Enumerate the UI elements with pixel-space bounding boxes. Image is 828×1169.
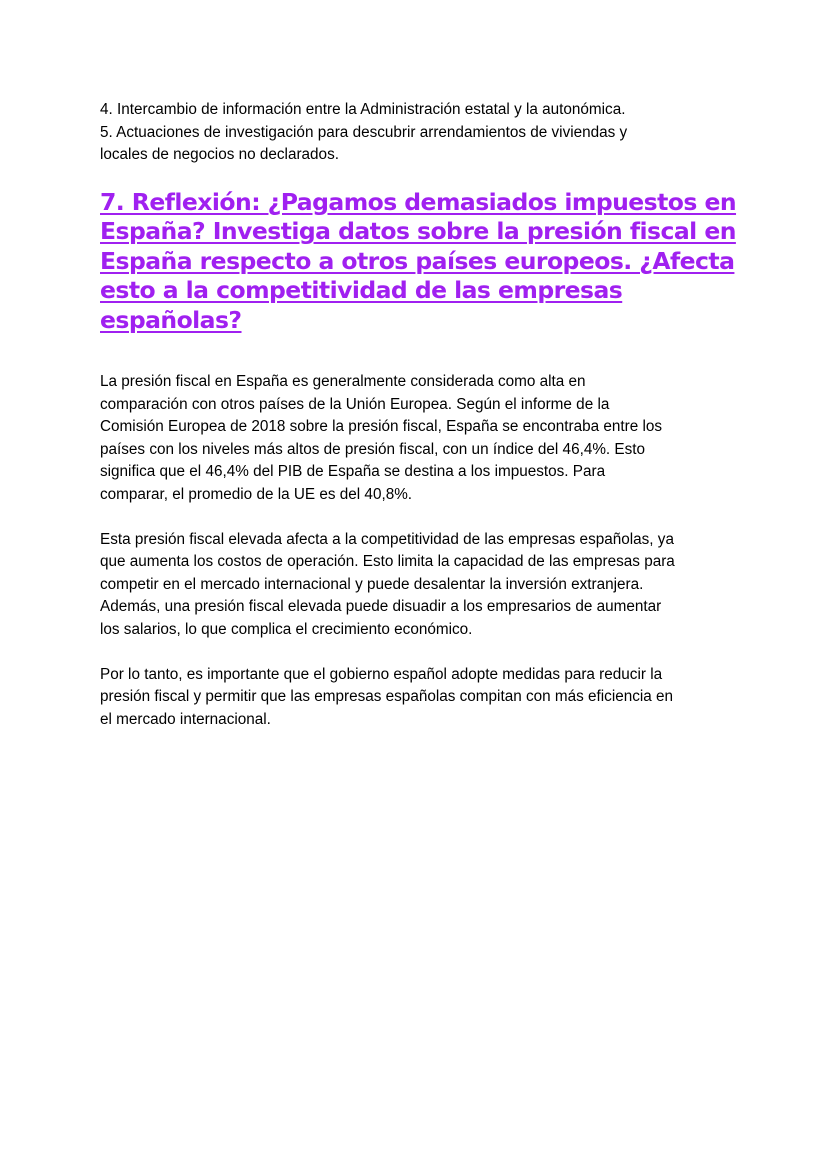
paragraph-fiscal-pressure bbox=[100, 371, 730, 506]
list-item-5: 5. Actuaciones de investigación para descubrir arrendamientos de viviendas y bbox=[100, 123, 628, 141]
paragraph-line: La presión fiscal en España es generalmente considerada como alta en bbox=[100, 373, 586, 391]
document-body bbox=[100, 99, 737, 731]
paragraph-line: significa que el 46,4% del PIB de España se destina a los impuestos. Para bbox=[100, 463, 606, 481]
heading-link-text-2[interactable]: España? Investiga datos sobre la presión fiscal en bbox=[100, 217, 736, 246]
heading-link-text-3[interactable]: España respecto a otros países europeos. ¿Afecta bbox=[100, 246, 735, 275]
paragraph-line: países con los niveles más altos de presión fiscal, con un índice del 46,4%. Esto bbox=[100, 440, 646, 458]
heading-link-text-1[interactable]: 7. Reflexión: ¿Pagamos demasiados impuestos en bbox=[100, 187, 737, 216]
heading-line-1 bbox=[100, 187, 737, 218]
paragraph-line: Por lo tanto, es importante que el gobierno español adopte medidas para reducir la bbox=[100, 665, 663, 683]
paragraph-line: los salarios, lo que complica el crecimiento económico. bbox=[100, 620, 473, 638]
paragraph-line: Esta presión fiscal elevada afecta a la competitividad de las empresas españolas, ya bbox=[100, 530, 674, 548]
list-item-5-continuation: locales de negocios no declarados. bbox=[100, 146, 339, 163]
paragraph-line: que aumenta los costos de operación. Esto limita la capacidad de las empresas para bbox=[100, 553, 675, 571]
paragraph-conclusion bbox=[100, 664, 730, 732]
heading-link-text-5[interactable]: españolas? bbox=[100, 305, 242, 334]
paragraph-line: Además, una presión fiscal elevada puede disuadir a los empresarios de aumentar bbox=[100, 598, 662, 616]
heading-line-3 bbox=[100, 246, 735, 277]
section-heading-link[interactable] bbox=[100, 187, 737, 336]
heading-line-2 bbox=[100, 217, 736, 247]
paragraph-line: presión fiscal y permitir que las empresas españolas compitan con más eficiencia en bbox=[100, 688, 674, 706]
paragraph-line: el mercado internacional. bbox=[100, 710, 271, 728]
paragraph-line: Comisión Europea de 2018 sobre la presión fiscal, España se encontraba entre los bbox=[100, 418, 663, 436]
list-item-4: 4. Intercambio de información entre la Administración estatal y la autonómica. bbox=[100, 101, 626, 118]
paragraph-competitiveness bbox=[100, 529, 730, 642]
paragraph-line: competir en el mercado internacional y puede desalentar la inversión extranjera. bbox=[100, 575, 644, 593]
heading-line-4 bbox=[100, 276, 730, 306]
heading-line-5 bbox=[100, 306, 730, 336]
numbered-list bbox=[100, 99, 730, 167]
paragraph-line: comparar, el promedio de la UE es del 40,8%. bbox=[100, 485, 413, 503]
heading-link-text-4[interactable]: esto a la competitividad de las empresas bbox=[100, 276, 623, 305]
paragraph-line: comparación con otros países de la Unión Europea. Según el informe de la bbox=[100, 395, 610, 413]
